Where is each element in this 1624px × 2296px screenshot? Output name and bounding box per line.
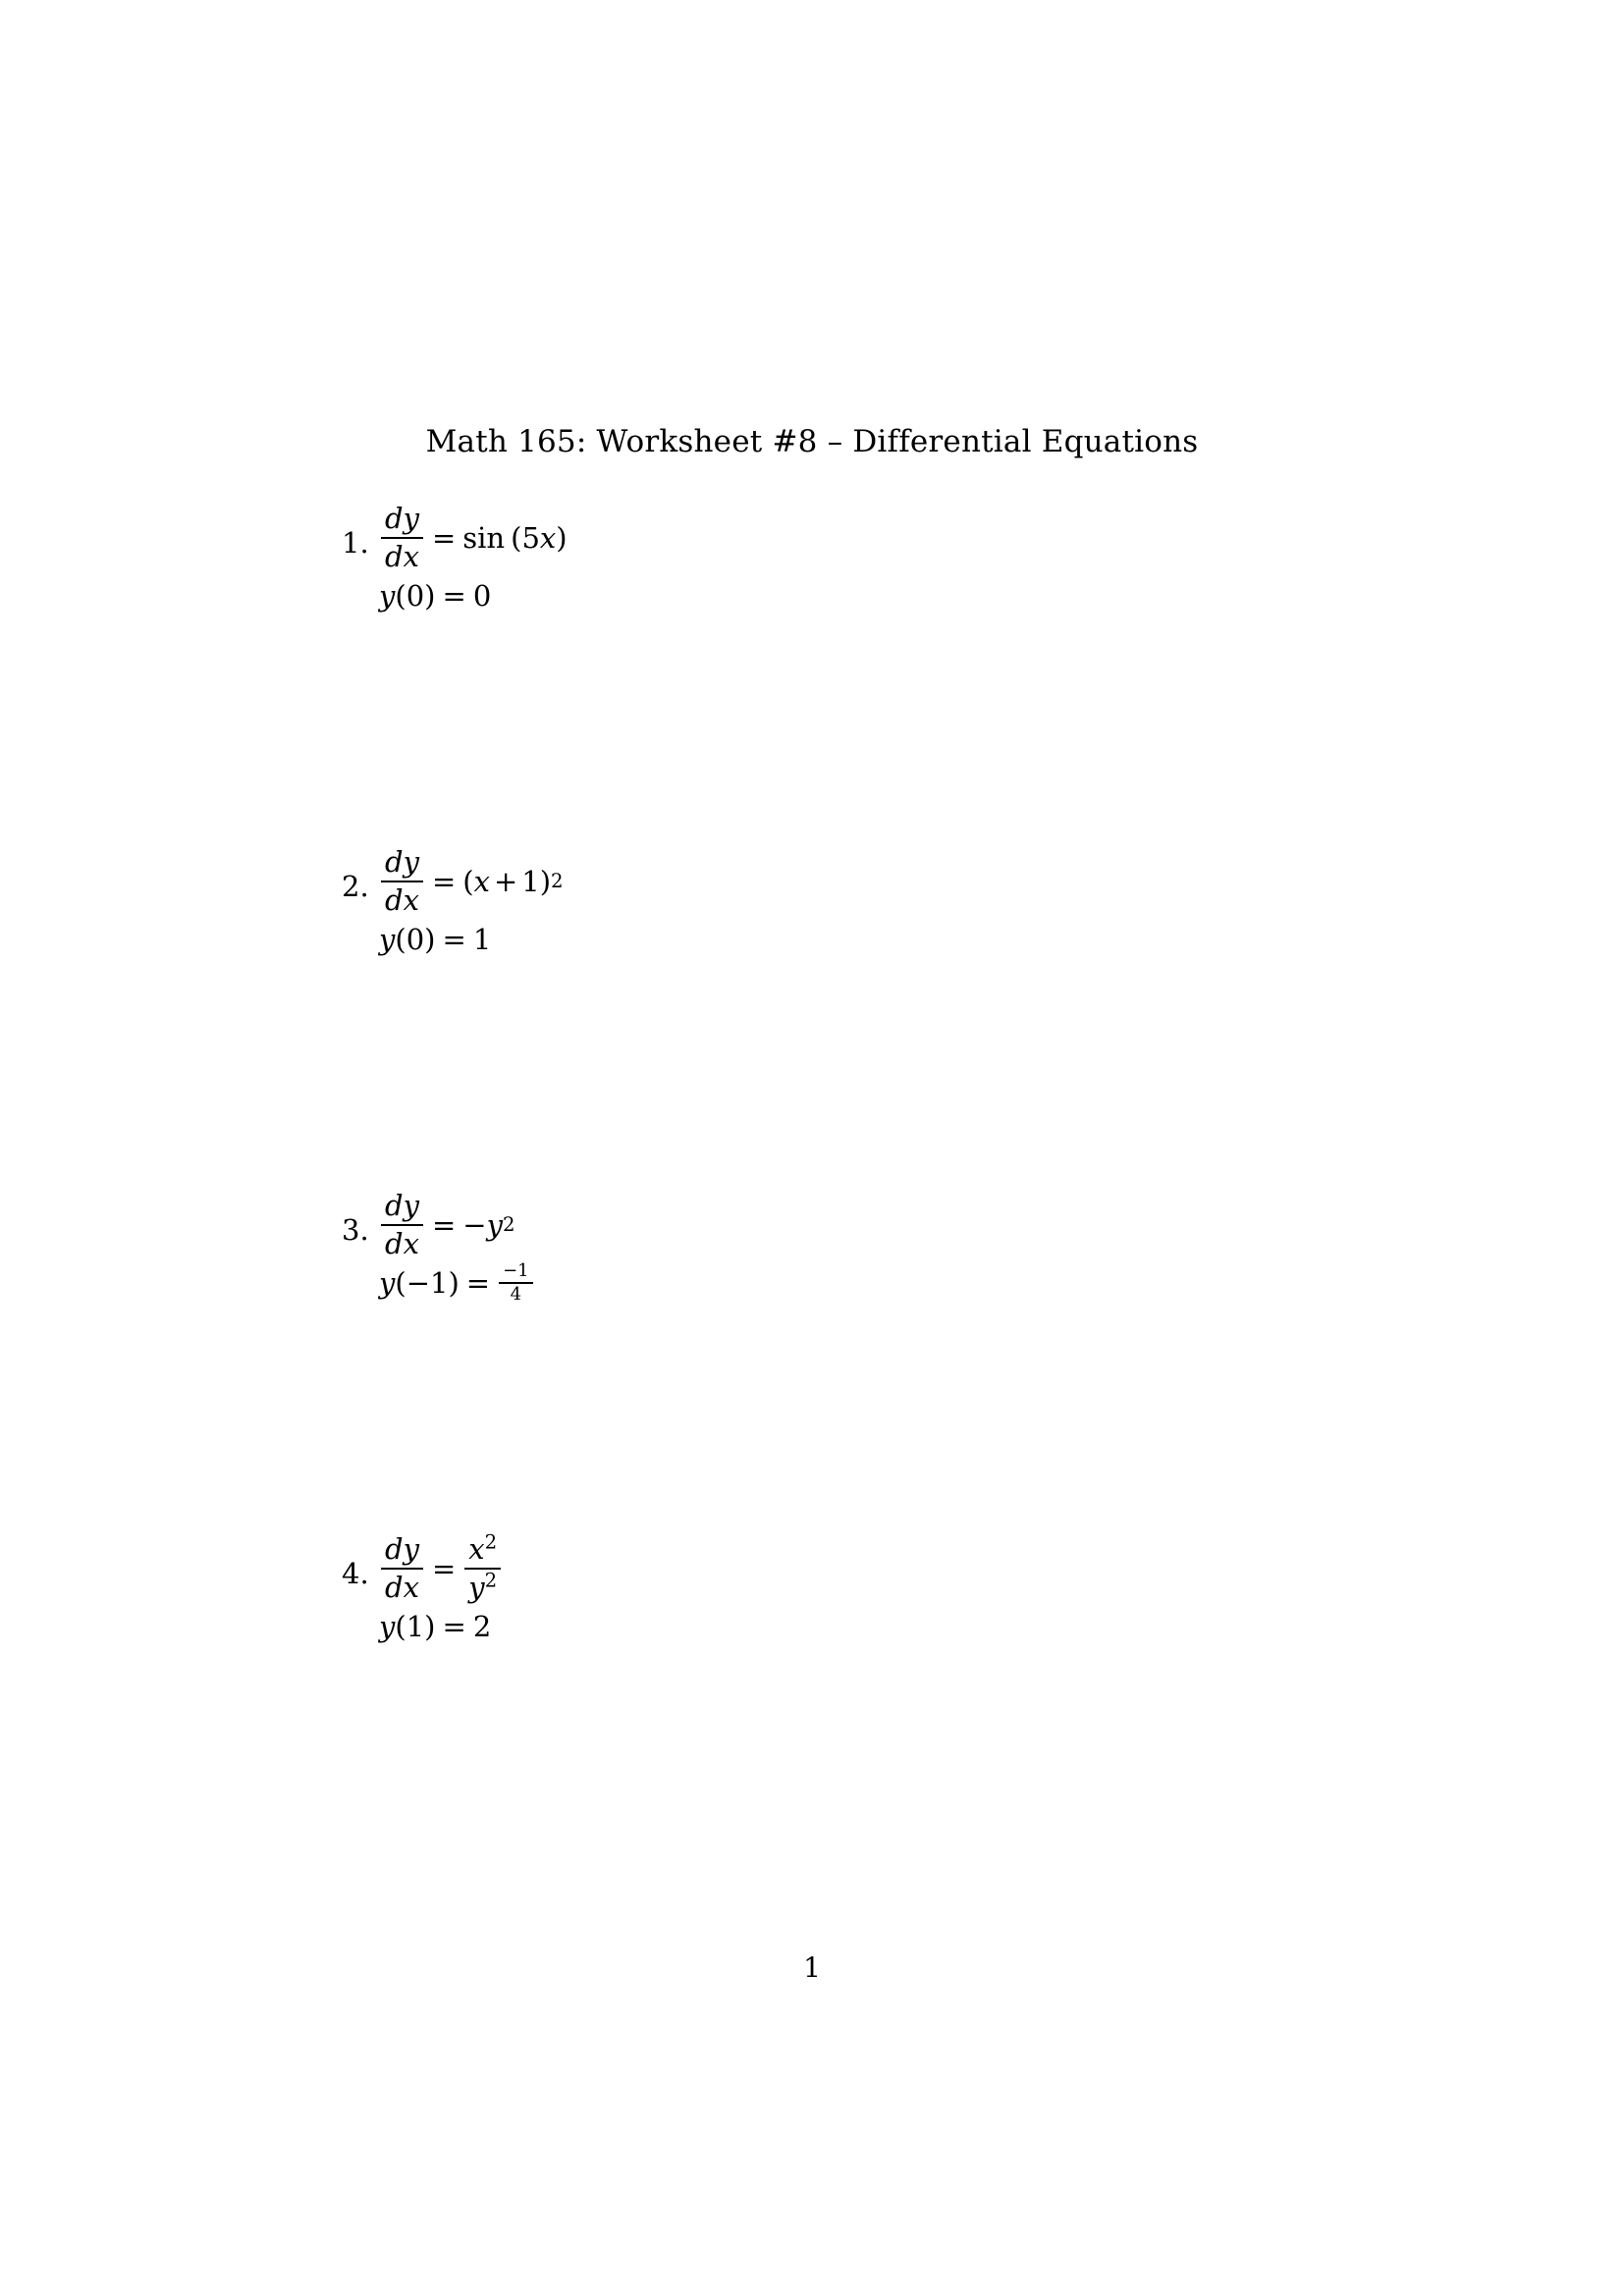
fraction-numerator: dy bbox=[385, 844, 419, 879]
equals-sign: = bbox=[442, 923, 466, 956]
variable-y: y bbox=[486, 1208, 503, 1242]
problem-item bbox=[0, 493, 1624, 836]
minus-sign: − bbox=[462, 1208, 487, 1242]
fraction-denominator: dx bbox=[385, 1570, 419, 1604]
problem-number: 2. bbox=[342, 870, 369, 903]
function-name: y bbox=[379, 1266, 396, 1300]
fraction-denominator bbox=[464, 1569, 501, 1604]
problem-item bbox=[0, 836, 1624, 1180]
exponent: 2 bbox=[484, 1530, 498, 1554]
argument: 1 bbox=[406, 1610, 425, 1643]
constant: 1 bbox=[521, 865, 540, 898]
fraction-denominator: dx bbox=[385, 539, 419, 573]
variable-x: x bbox=[473, 865, 490, 898]
equals-sign: = bbox=[442, 1610, 466, 1643]
problem-content bbox=[379, 1523, 503, 1647]
fraction-denominator: dx bbox=[385, 882, 419, 917]
argument: −1 bbox=[406, 1266, 449, 1300]
rhs-fraction bbox=[464, 1530, 501, 1604]
initial-condition bbox=[379, 575, 568, 616]
problem-content bbox=[379, 836, 564, 960]
function-name: y bbox=[379, 579, 396, 613]
close-paren: ) bbox=[448, 1266, 460, 1300]
fraction-numerator: −1 bbox=[503, 1260, 529, 1282]
problem-content bbox=[379, 1180, 535, 1304]
problem-number: 3. bbox=[342, 1213, 369, 1247]
fraction-bar bbox=[381, 1224, 423, 1226]
equals-sign: = bbox=[431, 1208, 457, 1242]
derivative-fraction bbox=[381, 844, 423, 917]
argument: 0 bbox=[406, 923, 425, 956]
variable-y: y bbox=[468, 1570, 485, 1604]
fraction-numerator: dy bbox=[385, 1531, 419, 1566]
fraction-bar bbox=[381, 1568, 423, 1570]
argument: 0 bbox=[406, 579, 425, 613]
initial-condition bbox=[379, 1606, 503, 1647]
equals-sign: = bbox=[442, 579, 466, 613]
fraction-denominator: 4 bbox=[510, 1284, 522, 1306]
derivative-fraction bbox=[381, 1188, 423, 1260]
problem-list bbox=[0, 493, 1624, 1867]
differential-equation bbox=[379, 1523, 503, 1614]
close-paren: ) bbox=[556, 521, 568, 555]
variable-x: x bbox=[539, 521, 557, 555]
plus-sign: + bbox=[493, 865, 518, 898]
initial-value: 2 bbox=[472, 1610, 492, 1643]
function-name: y bbox=[379, 923, 396, 956]
initial-value: 0 bbox=[472, 579, 492, 613]
initial-value: 1 bbox=[472, 923, 492, 956]
derivative-fraction bbox=[381, 1531, 423, 1604]
equals-sign: = bbox=[431, 865, 457, 898]
fraction-bar bbox=[381, 881, 423, 882]
open-paren: ( bbox=[395, 1266, 406, 1300]
problem-content bbox=[379, 493, 568, 616]
fraction-numerator: dy bbox=[385, 501, 419, 535]
problem-number: 1. bbox=[342, 526, 369, 560]
problem-number: 4. bbox=[342, 1557, 369, 1590]
differential-equation bbox=[379, 493, 568, 583]
close-paren: ) bbox=[424, 923, 436, 956]
close-paren: ) bbox=[424, 579, 436, 613]
open-paren: ( bbox=[511, 521, 522, 555]
coefficient: 5 bbox=[521, 521, 540, 555]
sine-function-name: sin bbox=[462, 521, 506, 555]
open-paren: ( bbox=[395, 1610, 406, 1643]
problem-item bbox=[0, 1523, 1624, 1867]
equals-sign: = bbox=[431, 1552, 457, 1585]
fraction-denominator: dx bbox=[385, 1226, 419, 1260]
initial-condition bbox=[379, 1262, 535, 1304]
equals-sign: = bbox=[431, 521, 457, 555]
page-title: Math 165: Worksheet #8 – Differential Equations bbox=[425, 424, 1199, 459]
fraction-bar bbox=[381, 537, 423, 539]
variable-x: x bbox=[468, 1531, 485, 1566]
problem-item bbox=[0, 1180, 1624, 1523]
open-paren: ( bbox=[462, 865, 474, 898]
exponent: 2 bbox=[484, 1569, 498, 1592]
equals-sign: = bbox=[465, 1266, 491, 1300]
page-number: 1 bbox=[803, 1951, 821, 1984]
function-name: y bbox=[379, 1610, 396, 1643]
open-paren: ( bbox=[395, 579, 406, 613]
open-paren: ( bbox=[395, 923, 406, 956]
initial-value-fraction bbox=[499, 1261, 533, 1304]
derivative-fraction bbox=[381, 501, 423, 573]
differential-equation: $\frac{dy}{dx}$ = − y 2 bbox=[379, 1180, 535, 1270]
fraction-numerator bbox=[464, 1530, 501, 1566]
fraction-numerator: dy bbox=[385, 1188, 419, 1222]
differential-equation: $\frac{dy}{dx}$ = ( x + 1 ) 2 bbox=[379, 836, 564, 927]
initial-condition bbox=[379, 919, 564, 960]
close-paren: ) bbox=[539, 865, 552, 898]
close-paren: ) bbox=[424, 1610, 436, 1643]
